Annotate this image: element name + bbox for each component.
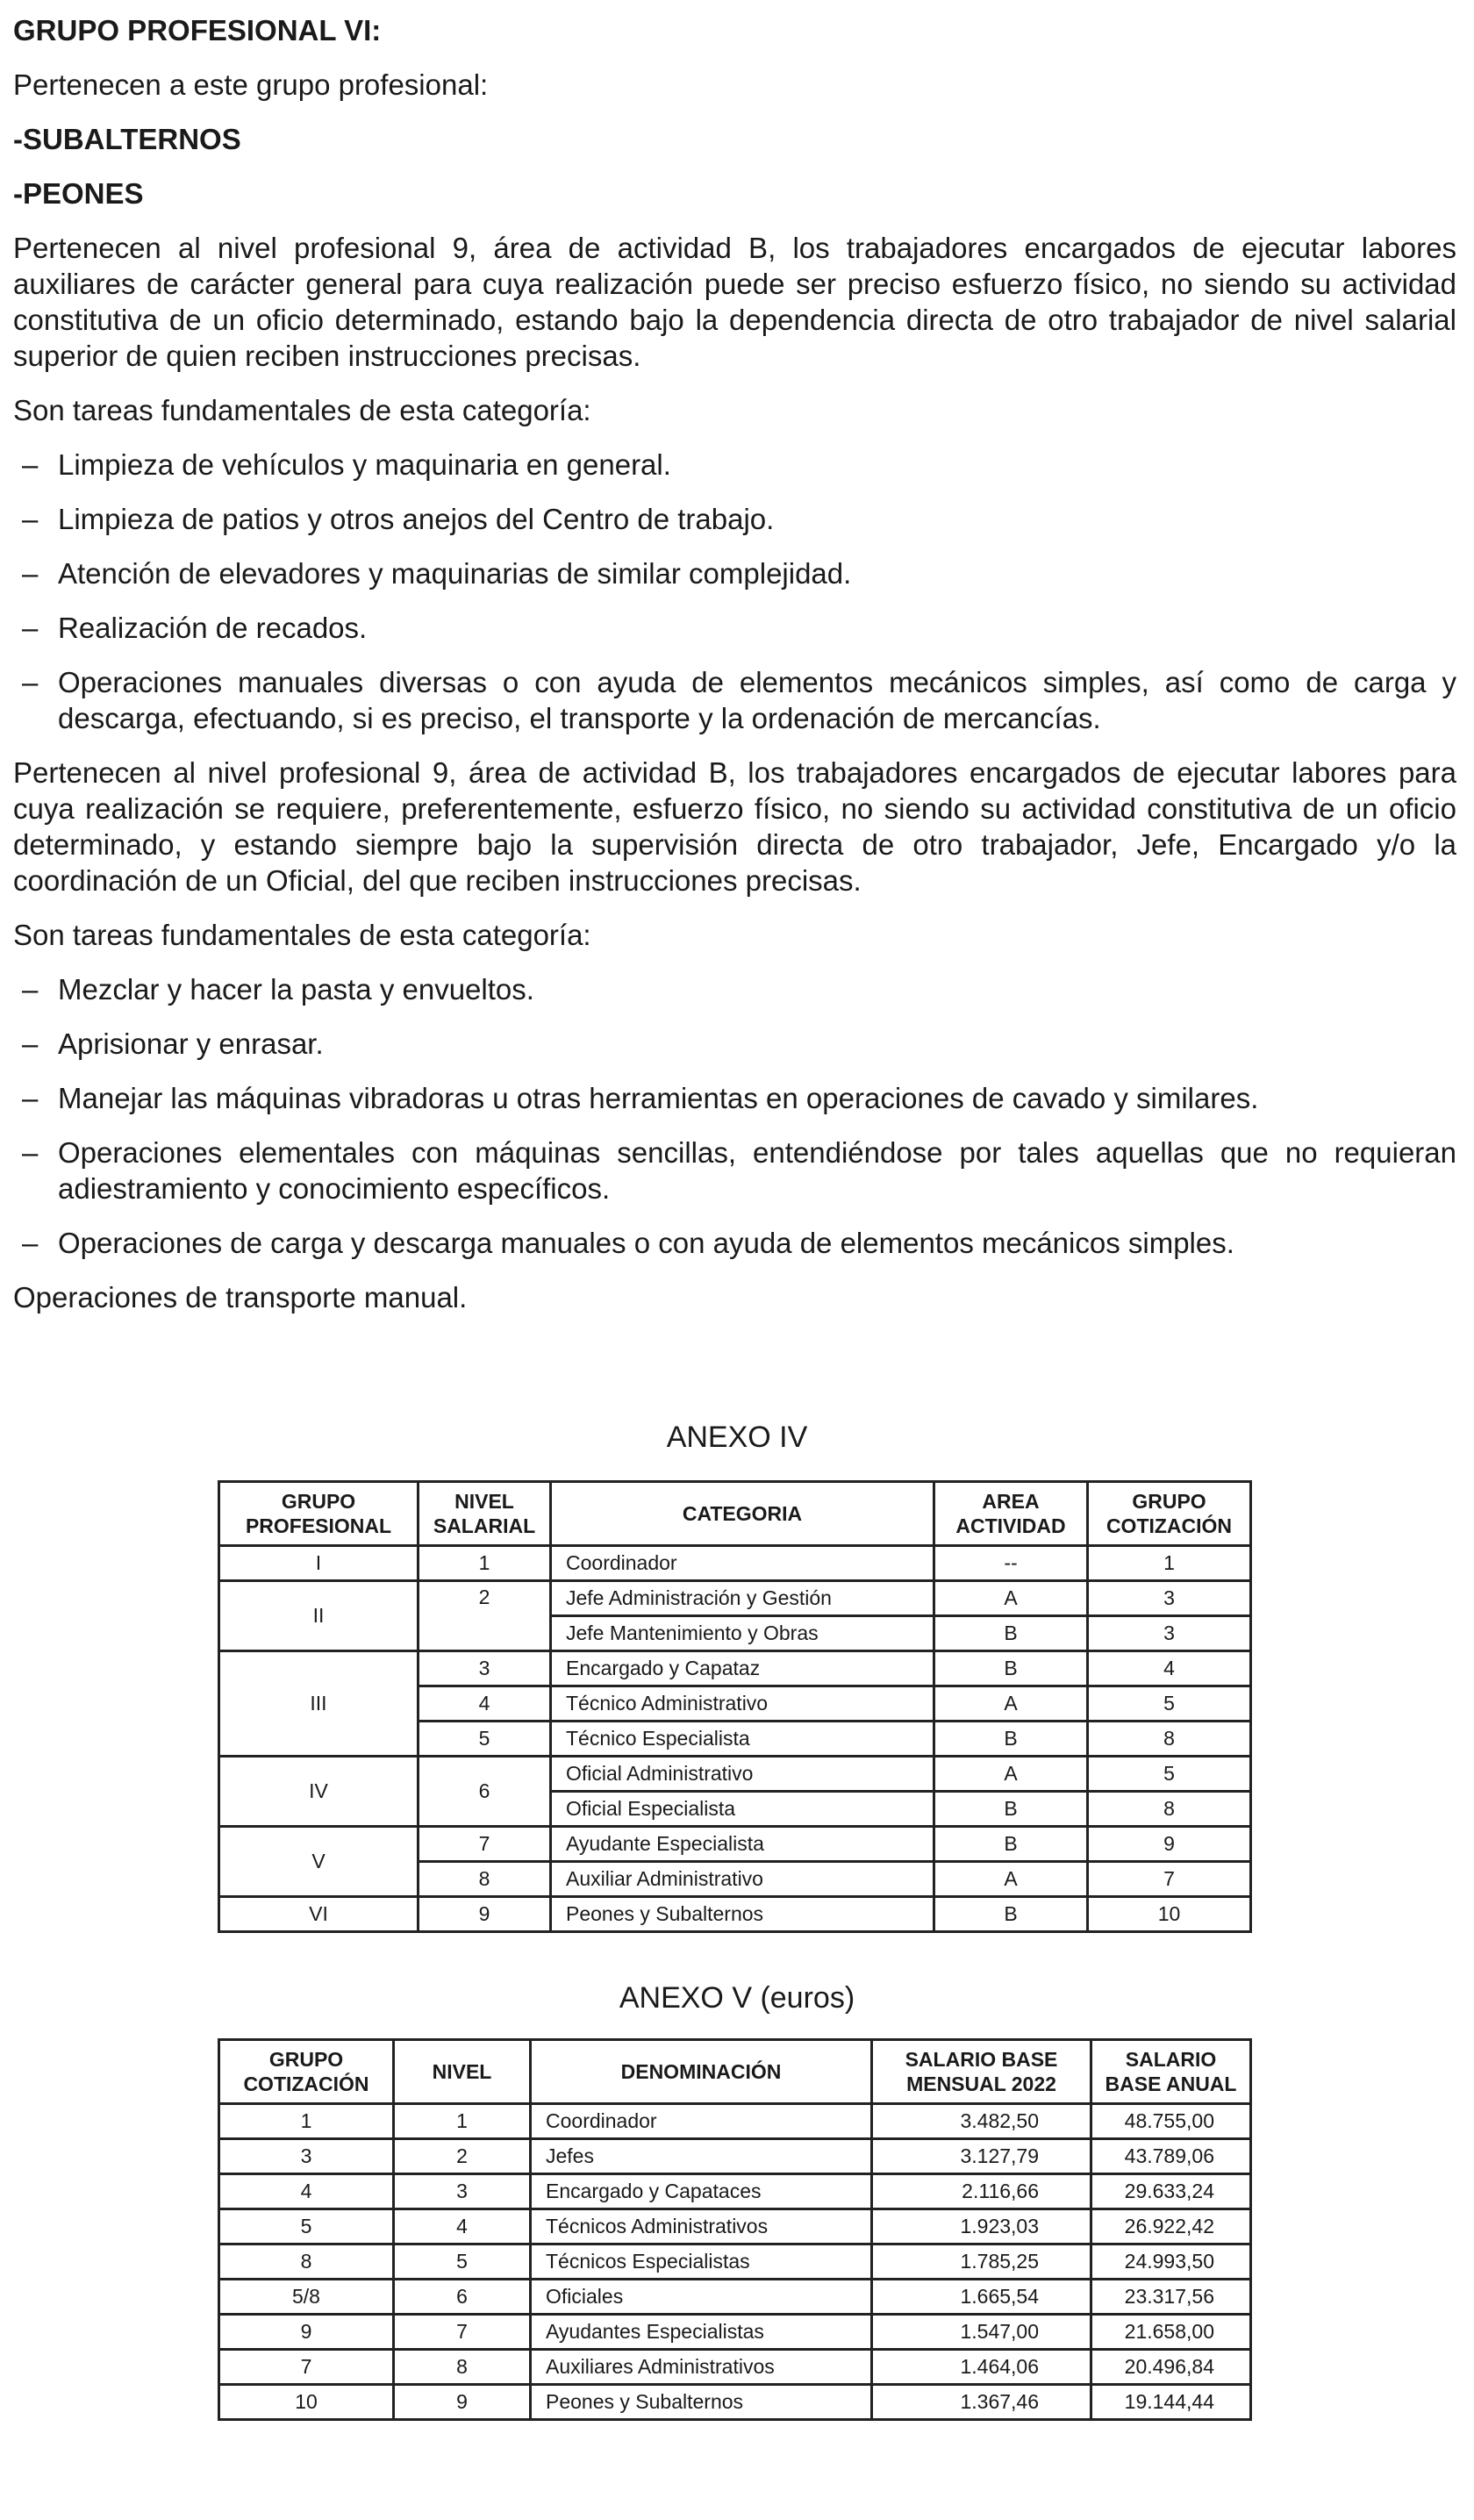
- salario-mensual-cell: 2.116,66: [872, 2174, 1091, 2209]
- table-row: [219, 2104, 1251, 2139]
- nivel-cell: 4: [394, 2209, 531, 2244]
- salario-anual-cell: 43.789,06: [1091, 2139, 1251, 2174]
- group-peones: -PEONES: [13, 177, 144, 210]
- denominacion-cell: Peones y Subalternos: [531, 2385, 872, 2420]
- list-item: [13, 1080, 1456, 1116]
- anexo-iv-title: ANEXO IV: [666, 1421, 808, 1454]
- dash-bullet-icon: –: [22, 503, 39, 535]
- list-item: [13, 971, 1456, 1007]
- column-header: CATEGORIA: [551, 1482, 934, 1546]
- paragraph-1: Pertenecen al nivel profesional 9, área de actividad B, los trabajadores encargados de ejecutar labores auxiliares de carácter general para cuya realización puede ser preciso esfuerzo físico, no siendo su actividad constitutiva de un oficio determinado, estando bajo la dependencia directa de otro trabajador de nivel salarial superior de quien reciben instrucciones precisas.: [13, 232, 1456, 372]
- dash-bullet-icon: –: [22, 666, 39, 698]
- grupo-cotizacion-cell: 3: [219, 2139, 394, 2174]
- task-list-2: [13, 971, 1456, 1261]
- grupo-cotizacion-cell: 3: [1088, 1616, 1251, 1651]
- list-item-text: Operaciones manuales diversas o con ayuda de elementos mecánicos simples, así como de carga y descarga, efectuando, si es preciso, el transporte y la ordenación de mercancías.: [58, 666, 1456, 734]
- salario-mensual-cell: 1.665,54: [872, 2280, 1091, 2315]
- table-row: [219, 2280, 1251, 2315]
- table-row: [219, 2315, 1251, 2350]
- grupo-cotizacion-cell: 5: [1088, 1686, 1251, 1722]
- salario-mensual-cell: 1.464,06: [872, 2350, 1091, 2385]
- grupo-profesional-cell: IV: [219, 1757, 419, 1827]
- list-item-text: Limpieza de vehículos y maquinaria en general.: [58, 448, 671, 481]
- column-header: GRUPO PROFESIONAL: [219, 1482, 419, 1546]
- categoria-cell: Ayudante Especialista: [551, 1827, 934, 1862]
- intro-text: Pertenecen a este grupo profesional:: [13, 68, 489, 101]
- dash-bullet-icon: –: [22, 973, 39, 1006]
- table-row: [219, 2244, 1251, 2280]
- denominacion-cell: Auxiliares Administrativos: [531, 2350, 872, 2385]
- table-row: [219, 1827, 1251, 1862]
- nivel-cell: 9: [394, 2385, 531, 2420]
- tasks-label-2: Son tareas fundamentales de esta categoría:: [13, 919, 591, 951]
- dash-bullet-icon: –: [22, 1027, 39, 1060]
- tasks-label-1: Son tareas fundamentales de esta categoría:: [13, 394, 591, 426]
- grupo-cotizacion-cell: 5: [1088, 1757, 1251, 1792]
- categoria-cell: Auxiliar Administrativo: [551, 1862, 934, 1897]
- table-row: [219, 2209, 1251, 2244]
- task-list-1: [13, 447, 1456, 736]
- area-actividad-cell: B: [934, 1616, 1088, 1651]
- nivel-salarial-cell: 7: [419, 1827, 551, 1862]
- categoria-cell: Jefe Mantenimiento y Obras: [551, 1616, 934, 1651]
- table-row: [219, 2139, 1251, 2174]
- nivel-cell: 7: [394, 2315, 531, 2350]
- table-row: [219, 1757, 1251, 1792]
- area-actividad-cell: B: [934, 1651, 1088, 1686]
- list-item-text: Operaciones de carga y descarga manuales o con ayuda de elementos mecánicos simples.: [58, 1227, 1234, 1259]
- salario-mensual-cell: 3.482,50: [872, 2104, 1091, 2139]
- list-item-text: Operaciones elementales con máquinas sencillas, entendiéndose por tales aquellas que no requieran adiestramiento y conocimiento específicos.: [58, 1136, 1456, 1205]
- nivel-cell: 5: [394, 2244, 531, 2280]
- list-item-text: Manejar las máquinas vibradoras u otras herramientas en operaciones de cavado y similares.: [58, 1082, 1259, 1114]
- table-row: [219, 2350, 1251, 2385]
- nivel-cell: 3: [394, 2174, 531, 2209]
- salario-mensual-cell: 3.127,79: [872, 2139, 1091, 2174]
- list-item: [13, 1026, 1456, 1062]
- salario-anual-cell: 48.755,00: [1091, 2104, 1251, 2139]
- area-actividad-cell: A: [934, 1862, 1088, 1897]
- salario-anual-cell: 24.993,50: [1091, 2244, 1251, 2280]
- grupo-profesional-cell: V: [219, 1827, 419, 1897]
- dash-bullet-icon: –: [22, 612, 39, 644]
- list-item: [13, 1225, 1456, 1261]
- column-header: SALARIO BASE MENSUAL 2022: [872, 2040, 1091, 2104]
- grupo-cotizacion-cell: 7: [219, 2350, 394, 2385]
- grupo-cotizacion-cell: 1: [1088, 1546, 1251, 1581]
- area-actividad-cell: A: [934, 1686, 1088, 1722]
- salario-mensual-cell: 1.367,46: [872, 2385, 1091, 2420]
- grupo-cotizacion-cell: 1: [219, 2104, 394, 2139]
- salario-mensual-cell: 1.547,00: [872, 2315, 1091, 2350]
- grupo-cotizacion-cell: 9: [1088, 1827, 1251, 1862]
- anexo-v-title: ANEXO V (euros): [619, 1981, 855, 2015]
- dash-bullet-icon: –: [22, 448, 39, 481]
- list-item: [13, 501, 1456, 537]
- nivel-cell: 6: [394, 2280, 531, 2315]
- nivel-salarial-cell: 5: [419, 1722, 551, 1757]
- list-item-text: Mezclar y hacer la pasta y envueltos.: [58, 973, 534, 1006]
- grupo-profesional-cell: VI: [219, 1897, 419, 1932]
- area-actividad-cell: A: [934, 1757, 1088, 1792]
- grupo-profesional-cell: III: [219, 1651, 419, 1757]
- table-row: [219, 2385, 1251, 2420]
- grupo-cotizacion-cell: 7: [1088, 1862, 1251, 1897]
- dash-bullet-icon: –: [22, 1082, 39, 1114]
- grupo-cotizacion-cell: 10: [1088, 1897, 1251, 1932]
- grupo-cotizacion-cell: 5: [219, 2209, 394, 2244]
- grupo-cotizacion-cell: 9: [219, 2315, 394, 2350]
- list-item-text: Limpieza de patios y otros anejos del Centro de trabajo.: [58, 503, 775, 535]
- column-header: DENOMINACIÓN: [531, 2040, 872, 2104]
- area-actividad-cell: B: [934, 1792, 1088, 1827]
- categoria-cell: Oficial Especialista: [551, 1792, 934, 1827]
- table-row: [219, 1581, 1251, 1616]
- paragraph-2: Pertenecen al nivel profesional 9, área de actividad B, los trabajadores encargados de ejecutar labores para cuya realización se requiere, preferentemente, esfuerzo físico, no siendo su actividad constitutiva de un oficio determinado, y estando siempre bajo la supervisión directa de otro trabajador, Jefe, Encargado y/o la coordinación de un Oficial, del que reciben instrucciones precisas.: [13, 756, 1456, 897]
- denominacion-cell: Encargado y Capataces: [531, 2174, 872, 2209]
- column-header: NIVEL: [394, 2040, 531, 2104]
- column-header: GRUPO COTIZACIÓN: [1088, 1482, 1251, 1546]
- denominacion-cell: Oficiales: [531, 2280, 872, 2315]
- nivel-salarial-cell: 3: [419, 1651, 551, 1686]
- categoria-cell: Encargado y Capataz: [551, 1651, 934, 1686]
- table-row: [219, 1897, 1251, 1932]
- nivel-cell: 1: [394, 2104, 531, 2139]
- grupo-profesional-cell: I: [219, 1546, 419, 1581]
- nivel-salarial-cell: 6: [419, 1757, 551, 1827]
- list-item: [13, 610, 1456, 646]
- dash-bullet-icon: –: [22, 1136, 39, 1169]
- list-item: [13, 1135, 1456, 1206]
- area-actividad-cell: --: [934, 1546, 1088, 1581]
- column-header: AREA ACTIVIDAD: [934, 1482, 1088, 1546]
- list-item-text: Atención de elevadores y maquinarias de similar complejidad.: [58, 557, 852, 590]
- nivel-cell: 2: [394, 2139, 531, 2174]
- nivel-salarial-cell: 2: [419, 1581, 551, 1651]
- denominacion-cell: Ayudantes Especialistas: [531, 2315, 872, 2350]
- denominacion-cell: Coordinador: [531, 2104, 872, 2139]
- grupo-cotizacion-cell: 8: [219, 2244, 394, 2280]
- categoria-cell: Coordinador: [551, 1546, 934, 1581]
- salario-anual-cell: 19.144,44: [1091, 2385, 1251, 2420]
- grupo-cotizacion-cell: 10: [219, 2385, 394, 2420]
- anexo-iv-table: [218, 1480, 1252, 1933]
- grupo-cotizacion-cell: 4: [1088, 1651, 1251, 1686]
- denominacion-cell: Técnicos Especialistas: [531, 2244, 872, 2280]
- salario-anual-cell: 26.922,42: [1091, 2209, 1251, 2244]
- categoria-cell: Peones y Subalternos: [551, 1897, 934, 1932]
- area-actividad-cell: B: [934, 1897, 1088, 1932]
- column-header: NIVEL SALARIAL: [419, 1482, 551, 1546]
- categoria-cell: Oficial Administrativo: [551, 1757, 934, 1792]
- group-subalternos: -SUBALTERNOS: [13, 123, 241, 155]
- grupo-cotizacion-cell: 8: [1088, 1722, 1251, 1757]
- nivel-salarial-cell: 1: [419, 1546, 551, 1581]
- denominacion-cell: Técnicos Administrativos: [531, 2209, 872, 2244]
- closing-text: Operaciones de transporte manual.: [13, 1281, 468, 1314]
- dash-bullet-icon: –: [22, 1227, 39, 1259]
- list-item: [13, 555, 1456, 591]
- grupo-cotizacion-cell: 5/8: [219, 2280, 394, 2315]
- salario-anual-cell: 21.658,00: [1091, 2315, 1251, 2350]
- grupo-cotizacion-cell: 3: [1088, 1581, 1251, 1616]
- denominacion-cell: Jefes: [531, 2139, 872, 2174]
- nivel-salarial-cell: 8: [419, 1862, 551, 1897]
- categoria-cell: Técnico Especialista: [551, 1722, 934, 1757]
- salario-mensual-cell: 1.785,25: [872, 2244, 1091, 2280]
- grupo-cotizacion-cell: 4: [219, 2174, 394, 2209]
- nivel-cell: 8: [394, 2350, 531, 2385]
- area-actividad-cell: B: [934, 1722, 1088, 1757]
- table-row: [219, 2174, 1251, 2209]
- column-header: SALARIO BASE ANUAL: [1091, 2040, 1251, 2104]
- grupo-cotizacion-cell: 8: [1088, 1792, 1251, 1827]
- list-item-text: Realización de recados.: [58, 612, 368, 644]
- salario-anual-cell: 20.496,84: [1091, 2350, 1251, 2385]
- table-row: [219, 1546, 1251, 1581]
- nivel-salarial-cell: 4: [419, 1686, 551, 1722]
- dash-bullet-icon: –: [22, 557, 39, 590]
- anexo-v-table: [218, 2038, 1252, 2421]
- list-item: [13, 664, 1456, 736]
- salario-mensual-cell: 1.923,03: [872, 2209, 1091, 2244]
- document-body: [13, 12, 1456, 1334]
- section-title: GRUPO PROFESIONAL VI:: [13, 14, 382, 47]
- grupo-profesional-cell: II: [219, 1581, 419, 1651]
- salario-anual-cell: 29.633,24: [1091, 2174, 1251, 2209]
- column-header: GRUPO COTIZACIÓN: [219, 2040, 394, 2104]
- list-item: [13, 447, 1456, 483]
- area-actividad-cell: B: [934, 1827, 1088, 1862]
- list-item-text: Aprisionar y enrasar.: [58, 1027, 324, 1060]
- area-actividad-cell: A: [934, 1581, 1088, 1616]
- salario-anual-cell: 23.317,56: [1091, 2280, 1251, 2315]
- nivel-salarial-cell: 9: [419, 1897, 551, 1932]
- categoria-cell: Jefe Administración y Gestión: [551, 1581, 934, 1616]
- categoria-cell: Técnico Administrativo: [551, 1686, 934, 1722]
- table-row: [219, 1651, 1251, 1686]
